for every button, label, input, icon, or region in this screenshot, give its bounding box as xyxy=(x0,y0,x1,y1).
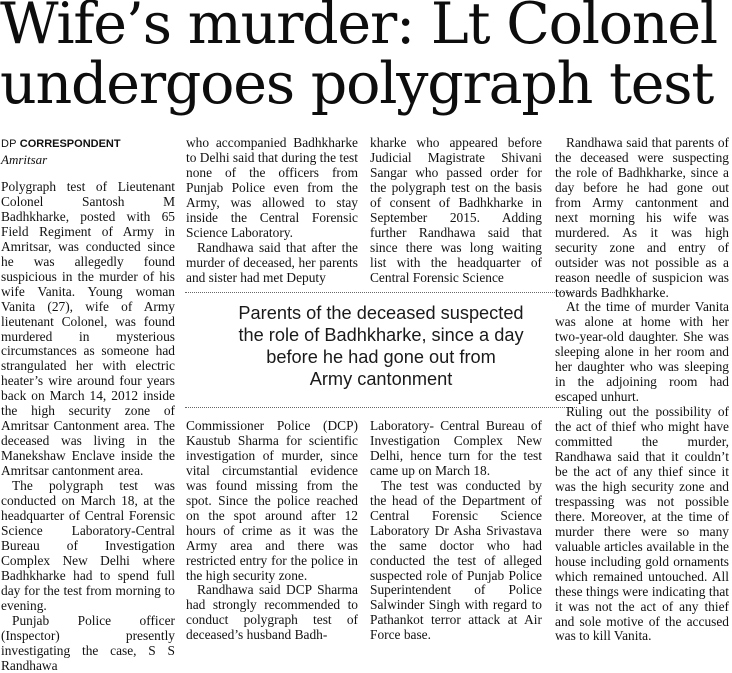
paragraph: Polygraph test of Lieutenant Colonel Santosh M Badhkharke, posted with 65 Field Regiment of Army in Amritsar, was conducted since he was allegedly found suspicious in the murder of his wife Vanita. Young woman Vanita (27), wife of Army lieutenant Colonel, was found murdered in mysterious circumstances as someone had strangulated her with electric heater’s wire around four years back on March 14, 2012 inside the high security zone of Amritsar Cantonment area. The deceased was living in the Manekshaw Enclave inside the Amritsar cantonment area. xyxy=(1,179,175,479)
byline-name: CORRESPONDENT xyxy=(19,138,121,150)
paragraph: Laboratory- Central Bureau of Investigation Complex New Delhi, hence turn for the test came up on March 18. xyxy=(370,418,542,478)
article-column-3-bottom xyxy=(370,419,542,643)
byline xyxy=(1,137,121,151)
paragraph: Punjab Police officer (Inspector) presently investigating the case, S S Randhawa xyxy=(1,612,175,673)
pull-quote-line-3: before he had gone out from xyxy=(266,347,496,367)
byline-prefix: DP xyxy=(1,138,17,150)
headline-line-1: Wife’s murder: Lt Colonel xyxy=(0,0,717,57)
paragraph: Ruling out the possibility of the act of thief who might have committed the murder, Randhawa said that it couldn’t be the act of any thief since it was the high security zone and trespassing was not possible there. Moreover, at the time of murder there were so many valuable articles available in the house including gold ornaments which remained untouched. All these things were indicating that it was not the act of any thief and sole motive of the accused was to kill Vanita. xyxy=(555,404,729,644)
article-column-4 xyxy=(555,136,729,644)
pull-quote-line-1: Parents of the deceased suspected xyxy=(238,303,524,323)
paragraph: kharke who appeared before Judicial Magistrate Shivani Sangar who passed order for the polygraph test on the basis of consent of Badhkharke in September 2015. Adding further Randhawa said that since there was long waiting list with the headquarter of Central Forensic Science xyxy=(370,135,542,285)
paragraph: Commissioner Police (DCP) Kaustub Sharma for scientific investigation of murder, since vital circumstantial evidence was found missing from the spot. Since the police reached on the spot around after 12 hours of crime as it was the Army area and there was restricted entry for the police in the high security zone. xyxy=(186,418,358,583)
paragraph: At the time of murder Vanita was alone at home with her two-year-old daughter. She was sleeping alone in her room and her daughter who was sleeping in the adjoining room had escaped unhurt. xyxy=(555,299,729,405)
pull-quote xyxy=(185,292,577,408)
paragraph: Randhawa said that after the murder of deceased, her parents and sister had met Deputy xyxy=(186,239,358,285)
paragraph: The polygraph test was conducted on March 18, at the headquarter of Central Forensic Science Laboratory-Central Bureau of Investigation Complex New Delhi where Badhkharke had to spend full day for the test from morning to evening. xyxy=(1,478,175,613)
article-column-2-top xyxy=(186,136,358,286)
headline-line-2: undergoes polygraph test xyxy=(0,51,714,117)
article-column-2-bottom xyxy=(186,419,358,643)
pull-quote-line-2: the role of Badhkharke, since a day xyxy=(238,325,524,345)
paragraph: Randhawa said DCP Sharma had strongly recommended to conduct polygraph test of deceased’s husband Badh- xyxy=(186,582,358,643)
article-column-1 xyxy=(1,180,175,673)
paragraph: who accompanied Badhkharke to Delhi said that during the test none of the officers from Punjab Police even from the Army, was allowed to stay inside the Central Forensic Science Laboratory. xyxy=(186,135,358,240)
paragraph: The test was conducted by the head of the Department of Central Forensic Science Laboratory Dr Asha Srivastava the same doctor who had conducted the test of alleged suspected role of Punjab Police Superintendent of Police Salwinder Singh with regard to Pathankot terror attack at Air Force base. xyxy=(370,477,542,643)
dateline-location: Amritsar xyxy=(1,152,48,167)
paragraph: Randhawa said that parents of the deceased were suspecting the role of Badhkharke, since a day before he had gone out from Army cantonment and next morning his wife was murdered. As it was high security zone and entry of outsider was not possible as a reason needle of suspicion was towards Badhkharke. xyxy=(555,135,729,300)
headline xyxy=(0,0,732,117)
pull-quote-line-4: Army cantonment xyxy=(309,369,453,389)
article-column-3-top xyxy=(370,136,542,286)
